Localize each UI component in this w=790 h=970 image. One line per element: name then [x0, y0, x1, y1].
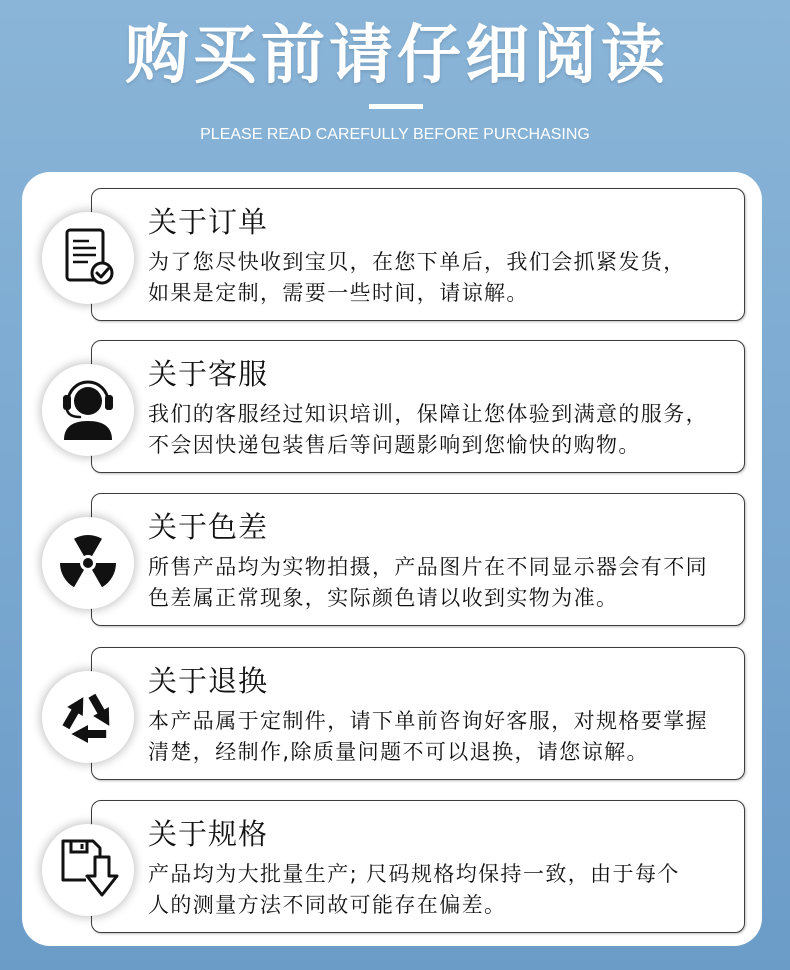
section-icon-badge	[42, 517, 134, 609]
section-text-line: 如果是定制，需要一些时间，请谅解。	[148, 281, 529, 305]
section-text-line: 我们的客服经过知识培训，保障让您体验到满意的服务，	[148, 402, 708, 426]
section-text	[148, 552, 708, 614]
document-check-icon	[42, 212, 134, 304]
section-text-line: 色差属正常现象，实际颜色请以收到实物为准。	[148, 586, 619, 610]
section-text-line: 不会因快递包装售后等问题影响到您愉快的购物。	[148, 433, 641, 457]
section-text-line: 为了您尽快收到宝贝，在您下单后，我们会抓紧发货，	[148, 250, 686, 274]
section-title: 关于规格	[148, 817, 269, 851]
section-title: 关于退换	[148, 664, 269, 698]
radiation-icon	[42, 517, 134, 609]
section-text-line: 所售产品均为实物拍摄，产品图片在不同显示器会有不同	[148, 555, 708, 579]
section-icon-badge	[42, 671, 134, 763]
section-card-returns	[91, 647, 745, 780]
recycle-icon	[42, 671, 134, 763]
section-card-order	[91, 188, 745, 321]
section-text-line: 清楚，经制作,除质量问题不可以退换，请您谅解。	[148, 740, 649, 764]
section-title: 关于色差	[148, 510, 269, 544]
section-card-specifications	[91, 800, 745, 933]
section-text-line: 本产品属于定制件，请下单前咨询好客服，对规格要掌握	[148, 709, 708, 733]
section-card-color-difference	[91, 493, 745, 626]
section-icon-badge	[42, 824, 134, 916]
title-underline	[369, 104, 423, 109]
section-text	[148, 247, 686, 309]
section-text	[148, 859, 680, 921]
section-card-customer-service	[91, 340, 745, 473]
section-title: 关于客服	[148, 357, 269, 391]
section-icon-badge	[42, 212, 134, 304]
section-title: 关于订单	[148, 205, 269, 239]
section-text	[148, 399, 708, 461]
section-icon-badge	[42, 364, 134, 456]
page-title: 购买前请仔细阅读	[125, 19, 669, 93]
page-subtitle: PLEASE READ CAREFULLY BEFORE PURCHASING	[200, 126, 590, 143]
section-text	[148, 706, 708, 768]
section-text-line: 产品均为大批量生产; 尺码规格均保持一致，由于每个	[148, 862, 680, 886]
floppy-download-icon	[42, 824, 134, 916]
section-text-line: 人的测量方法不同故可能存在偏差。	[148, 893, 507, 917]
customer-service-headset-icon	[42, 364, 134, 456]
